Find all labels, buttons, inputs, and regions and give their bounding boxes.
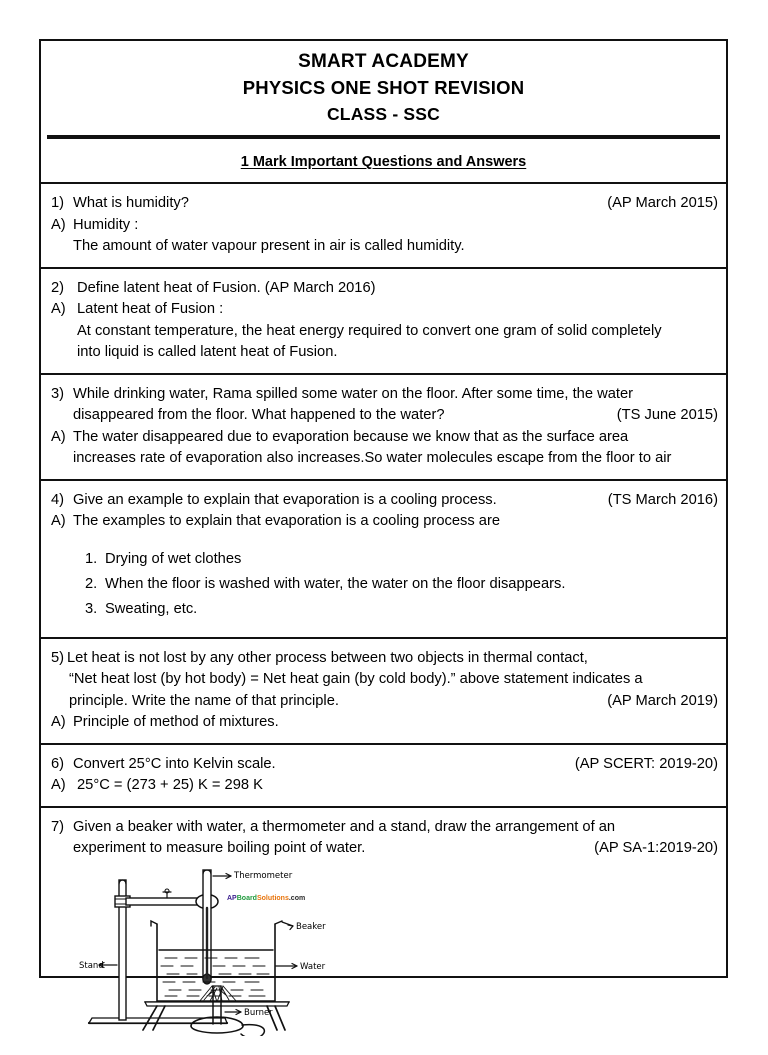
- question-continuation-line: [51, 405, 718, 427]
- list-item: [51, 572, 718, 597]
- question-continuation: “Net heat lost (by hot body) = Net heat gain (by cold body).” above statement indicates a: [69, 671, 643, 687]
- question-row-7: [41, 806, 726, 1055]
- question-text: Given a beaker with water, a thermometer and a stand, draw the arrangement of an: [73, 818, 616, 835]
- question-marker: 7): [51, 818, 65, 835]
- question-marker: 5): [51, 649, 65, 666]
- section-subtitle-wrap: [41, 139, 726, 182]
- answer-continuation: increases rate of evaporation also increases.So water molecules escape from the floor to air: [73, 450, 672, 466]
- class-title: CLASS - SSC: [326, 104, 441, 124]
- answer-text: Latent heat of Fusion :: [77, 301, 224, 317]
- question-line: [51, 193, 718, 215]
- question-marker: 2): [51, 279, 65, 296]
- question-row-1: [41, 182, 726, 267]
- question-marker: 6): [51, 755, 65, 772]
- question-row-3: [41, 373, 726, 479]
- answer-line: [51, 511, 718, 533]
- question-row-6: [41, 743, 726, 806]
- answer-text: The water disappeared due to evaporation because we know that as the surface area: [73, 428, 629, 445]
- question-line: [51, 754, 718, 776]
- watermark-apboardsolutions: [227, 895, 305, 902]
- list-item-label: Drying of wet clothes: [105, 550, 242, 567]
- label-burner: Burner: [244, 1007, 273, 1018]
- watermark-part-ap: AP: [227, 894, 237, 902]
- answer-marker: A): [51, 301, 66, 317]
- exam-reference: (AP SA-1:2019-20): [594, 840, 718, 856]
- question-text: Give an example to explain that evaporation is a cooling process.: [73, 491, 497, 508]
- question-continuation: disappeared from the floor. What happened to the water?: [73, 407, 445, 423]
- exam-reference: (AP March 2015): [607, 195, 718, 211]
- list-item-number: 3.: [85, 600, 98, 617]
- exam-reference: (TS June 2015): [616, 407, 718, 423]
- question-marker: 3): [51, 385, 65, 402]
- label-water: Water: [300, 961, 326, 972]
- answer-marker: A): [51, 216, 66, 233]
- question-text: While drinking water, Rama spilled some water on the floor. After some time, the water: [73, 385, 634, 402]
- question-marker: 4): [51, 491, 65, 508]
- question-row-4: [41, 479, 726, 637]
- question-line: [51, 384, 718, 406]
- list-item-label: When the floor is washed with water, the water on the floor disappears.: [105, 575, 566, 592]
- exam-reference: (AP March 2019): [607, 692, 718, 709]
- question-row-2: [41, 267, 726, 373]
- answer-continuation: At constant temperature, the heat energy required to convert one gram of solid completely: [77, 322, 662, 339]
- answer-text: Principle of method of mixtures.: [73, 714, 279, 730]
- document-header: [41, 41, 726, 129]
- answer-marker: A): [51, 714, 66, 730]
- question-text: Define latent heat of Fusion. (AP March 2016): [77, 279, 376, 296]
- label-stand: Stand: [79, 960, 104, 971]
- exam-reference: (AP SCERT: 2019-20): [574, 755, 718, 772]
- answer-marker: A): [51, 777, 66, 793]
- question-continuation-line: [51, 838, 718, 860]
- boiling-point-experiment-diagram: [79, 866, 369, 1036]
- question-marker: 1): [51, 195, 65, 211]
- question-row-5: [41, 637, 726, 743]
- answer-marker: A): [51, 513, 66, 529]
- list-item-label: Sweating, etc.: [105, 600, 198, 617]
- watermark-part-solutions: Solutions: [256, 894, 289, 902]
- answer-text: 25°C = (273 + 25) K = 298 K: [77, 777, 263, 793]
- label-beaker: Beaker: [296, 921, 326, 932]
- answer-line: [51, 712, 718, 734]
- section-subtitle: 1 Mark Important Questions and Answers: [240, 154, 527, 170]
- question-text: Convert 25°C into Kelvin scale.: [73, 755, 276, 772]
- experiment-diagram-wrap: [51, 860, 718, 1046]
- list-item-number: 2.: [85, 575, 98, 592]
- question-line: [51, 817, 718, 839]
- answer-line: [51, 775, 718, 797]
- question-continuation: principle. Write the name of that principle.: [69, 692, 339, 709]
- subject-title: PHYSICS ONE SHOT REVISION: [242, 77, 525, 98]
- question-text: Let heat is not lost by any other process between two objects in thermal contact,: [67, 649, 588, 666]
- label-thermometer: Thermometer: [234, 870, 293, 881]
- document-page: [39, 39, 728, 1018]
- answer-line: [51, 215, 718, 237]
- list-item-number: 1.: [85, 550, 98, 567]
- question-line: [51, 490, 718, 512]
- watermark-part-board: Board: [236, 894, 257, 902]
- watermark-part-com: .com: [288, 894, 306, 902]
- question-continuation-line: [51, 691, 718, 713]
- answer-text: Humidity :: [73, 216, 139, 233]
- academy-title: SMART ACADEMY: [298, 51, 469, 72]
- question-text: What is humidity?: [73, 195, 189, 211]
- list-item: [51, 597, 718, 622]
- answer-marker: A): [51, 428, 66, 445]
- answer-line: [51, 299, 718, 321]
- question-line: [51, 278, 718, 300]
- list-item: [51, 547, 718, 572]
- answer-line: [51, 427, 718, 449]
- question-continuation: experiment to measure boiling point of water.: [73, 840, 366, 856]
- answer-text: The examples to explain that evaporation is a cooling process are: [73, 513, 500, 529]
- answer-continuation: The amount of water vapour present in air is called humidity.: [73, 238, 465, 254]
- question-line: [51, 648, 718, 670]
- answer-continuation: into liquid is called latent heat of Fusion.: [77, 344, 338, 360]
- example-list: [51, 547, 718, 622]
- exam-reference: (TS March 2016): [607, 491, 718, 508]
